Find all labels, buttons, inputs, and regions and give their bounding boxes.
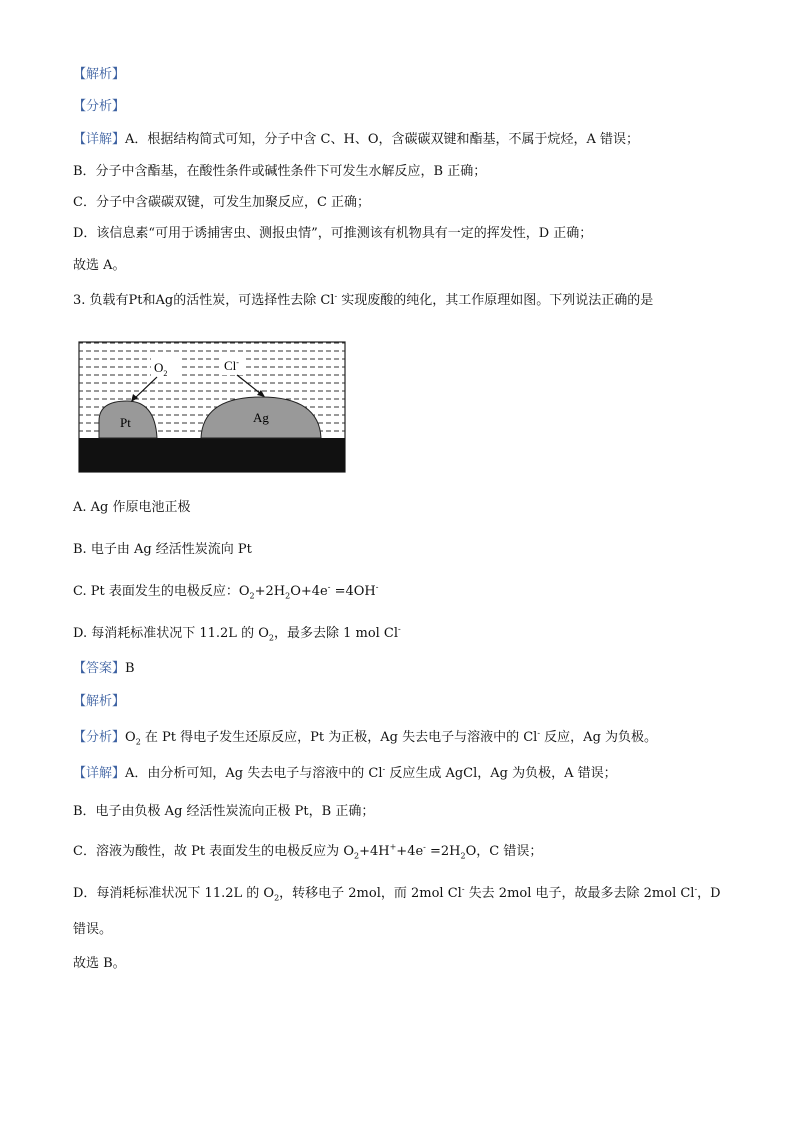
section-heading-jiexi: 【解析】: [73, 67, 126, 82]
o2-label: $O_2$: [154, 360, 168, 378]
detail-line-d: D．该信息素“可用于诱捕害虫、测报虫情”，可推测该有机物具有一定的挥发性，D 正确；: [73, 226, 593, 241]
answer-tag: 【答案】: [73, 661, 126, 676]
detail-tag: 【详解】: [73, 132, 126, 147]
ag-label: Ag: [253, 410, 269, 425]
option-c: C. Pt 表面发生的电极反应：$O_2+2H_2O+4e^- =4OH^-$: [73, 582, 379, 601]
section-heading-fenxi: 【分析】: [73, 99, 126, 114]
electrode-diagram: [77, 339, 347, 474]
option-b: B. 电子由 Ag 经活性炭流向 Pt: [73, 542, 252, 557]
pt-label: Pt: [120, 415, 131, 430]
detail-text-a: A．根据结构简式可知，分子中含 C、H、O，含碳碳双键和酯基，不属于烷烃，A 错误；: [125, 132, 639, 147]
answer-jiexi: 【解析】: [73, 694, 126, 709]
stem-sup: -: [334, 291, 338, 301]
answer-line: [73, 660, 135, 678]
choose-line-1: 故选 A。: [73, 258, 126, 273]
choose-line-2: 故选 B。: [73, 956, 126, 971]
detail-line-a: [73, 131, 639, 149]
activated-carbon-base: [79, 438, 345, 472]
answer-value: B: [125, 661, 135, 676]
answer-fenxi: 【分析】$O_2$ 在 Pt 得电子发生还原反应，Pt 为正极，Ag 失去电子与溶液中的 Cl- 反应，Ag 为负极。: [73, 728, 658, 747]
stem-text-b: 实现废酸的纯化，其工作原理如图。下列说法正确的是: [337, 293, 654, 308]
option-d: D. 每消耗标准状况下 11.2L 的 $O_2$，最多去除 1 mol Cl-: [73, 624, 401, 643]
answer-detail-d-cont: 错误。: [73, 922, 113, 937]
answer-detail-b: B．电子由负极 Ag 经活性炭流向正极 Pt，B 正确；: [73, 804, 375, 819]
cl-label: Cl-: [224, 358, 239, 373]
detail-line-b: B．分子中含酯基，在酸性条件或碱性条件下可发生水解反应，B 正确；: [73, 164, 487, 179]
detail-line-c: C．分子中含碳碳双键，可发生加聚反应，C 正确；: [73, 195, 371, 210]
answer-detail-c: C．溶液为酸性，故 Pt 表面发生的电极反应为 $O_2+4H^++4e^- =2H_2O$，C 错误；: [73, 842, 543, 861]
stem-text-a: 3. 负载有Pt和Ag的活性炭，可选择性去除 Cl: [73, 293, 335, 308]
answer-detail-d: D．每消耗标准状况下 11.2L 的 $O_2$，转移电子 2mol，而 2mol Cl- 失去 2mol 电子，故最多去除 2mol Cl-，D: [73, 884, 721, 903]
answer-detail-a: 【详解】A．由分析可知，Ag 失去电子与溶液中的 Cl- 反应生成 AgCl，Ag 为负极，A 错误；: [73, 764, 617, 781]
question-3-stem: [73, 292, 653, 310]
option-a: A. Ag 作原电池正极: [73, 500, 191, 515]
